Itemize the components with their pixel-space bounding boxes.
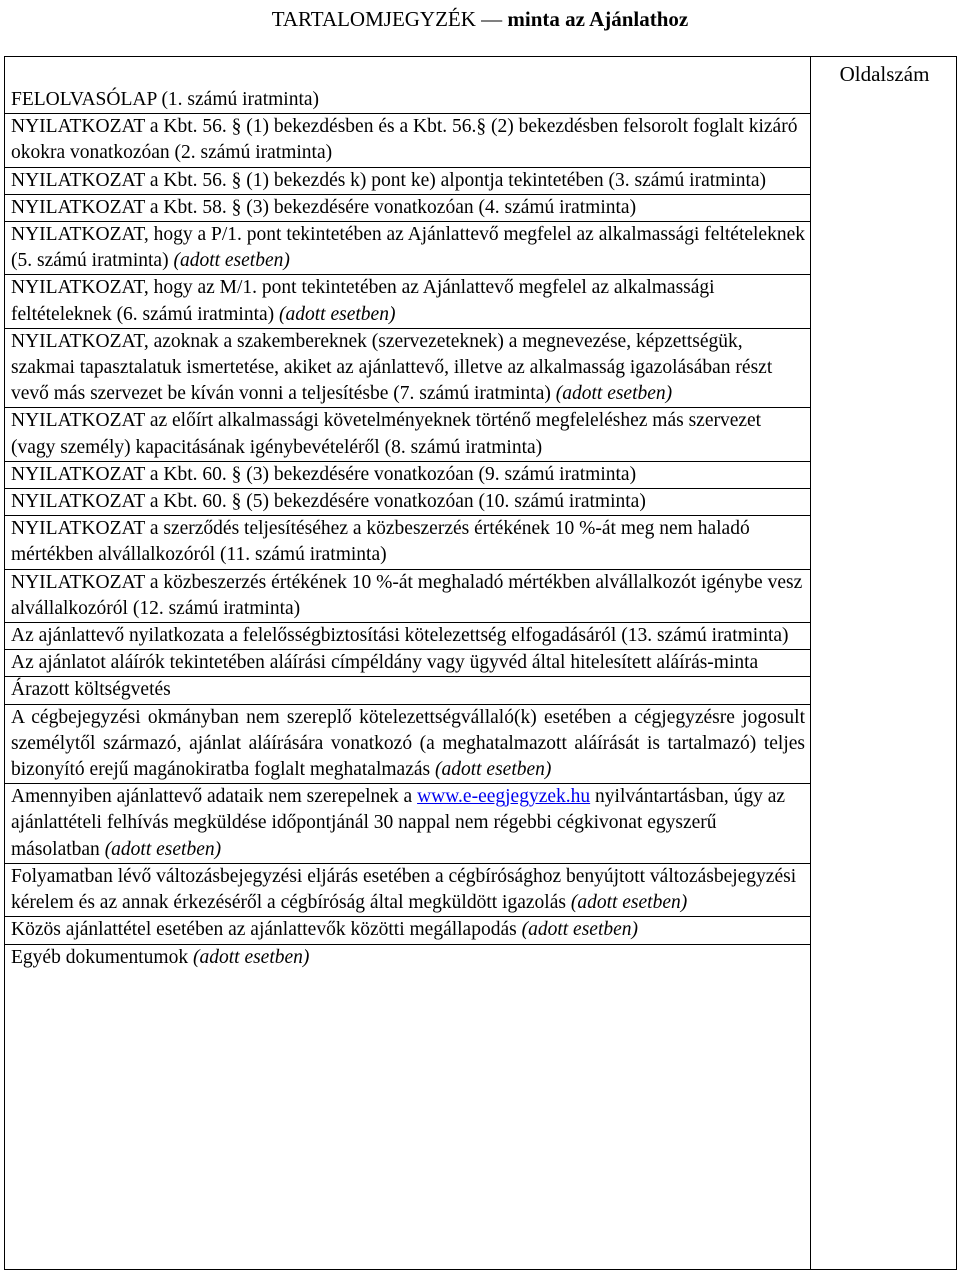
- title-bold: minta az Ajánlathoz: [507, 7, 689, 31]
- toc-table: [4, 56, 957, 1270]
- optional-note: (adott esetben): [99, 838, 222, 860]
- toc-entry: Az ajánlattevő nyilatkozata a felelősségbiztosítási kötelezettség elfogadásáról (13. számú iratminta): [5, 623, 811, 650]
- optional-note: (adott esetben): [516, 919, 639, 941]
- optional-note: (adott esetben): [565, 892, 688, 914]
- toc-entry: FELOLVASÓLAP (1. számú iratminta): [5, 87, 811, 114]
- optional-note: (adott esetben): [188, 946, 310, 968]
- toc-entry: NYILATKOZAT a Kbt. 56. § (1) bekezdés k) pont ke) alpontja tekintetében (3. számú iratminta): [5, 168, 811, 195]
- toc-entry: Az ajánlatot aláírók tekintetében aláírási címpéldány vagy ügyvéd által hitelesített aláírás-minta: [5, 650, 811, 677]
- title-main: TARTALOMJEGYZÉK —: [271, 7, 508, 31]
- toc-entries: [5, 87, 811, 971]
- toc-entry: NYILATKOZAT az előírt alkalmassági követelményeknek történő megfeleléshez más szervezet (vagy személy) kapacitásának igénybevételéről (8. számú iratminta): [5, 408, 811, 461]
- toc-entry: NYILATKOZAT a közbeszerzés értékének 10 %-át meghaladó mértékben alvállalkozót igénybe vesz alvállalkozóról (12. számú iratminta): [5, 570, 811, 623]
- toc-entry: NYILATKOZAT a szerződés teljesítéséhez a közbeszerzés értékének 10 %-át meg nem haladó mértékben alvállalkozóról (11. számú iratminta): [5, 516, 811, 569]
- toc-entry: Közös ajánlattétel esetében az ajánlattevők közötti megállapodás (adott esetben): [5, 917, 811, 944]
- toc-entry: NYILATKOZAT a Kbt. 60. § (5) bekezdésére vonatkozóan (10. számú iratminta): [5, 489, 811, 516]
- optional-note: (adott esetben): [430, 759, 552, 781]
- toc-entry: Folyamatban lévő változásbejegyzési eljárás esetében a cégbírósághoz benyújtott változásbejegyzési kérelem és az annak érkezéséről a cégbíróság által megküldött igazolás (adott esetben): [5, 864, 811, 917]
- toc-entry: NYILATKOZAT a Kbt. 60. § (3) bekezdésére vonatkozóan (9. számú iratminta): [5, 462, 811, 489]
- page-title: [0, 6, 960, 32]
- toc-entry: NYILATKOZAT, azoknak a szakembereknek (szervezeteknek) a megnevezése, képzettségük, szakmai tapasztalatuk ismertetése, akiket az ajánlattevő, illetve az alkalmasság igazolásában részt vevő más szervezet be kíván vonni a teljesítésbe (7. számú iratminta) (adott esetben): [5, 329, 811, 409]
- toc-entry: A cégbejegyzési okmányban nem szereplő kötelezettségvállaló(k) esetében a cégjegyzésre jogosult személytől származó, ajánlat aláírására vonatkozó (a meghatalmazott aláírását is tartalmazó) teljes bizonyító erejű magánokiratba foglalt meghatalmazás (adott esetben): [5, 705, 811, 785]
- optional-note: (adott esetben): [168, 250, 290, 272]
- toc-entry: NYILATKOZAT, hogy a P/1. pont tekintetében az Ajánlattevő megfelel az alkalmassági feltételeknek (5. számú iratminta) (adott esetben): [5, 222, 811, 275]
- toc-entry: Amennyiben ajánlattevő adataik nem szerepelnek a www.e-eegjegyzek.hu nyilvántartásban, úgy az ajánlattételi felhívás megküldése időpontjánál 30 nappal nem régebbi cégkivonat egyszerű másolatban (adott esetben): [5, 784, 811, 864]
- optional-note: (adott esetben): [550, 383, 673, 405]
- toc-entry: NYILATKOZAT a Kbt. 58. § (3) bekezdésére vonatkozóan (4. számú iratminta): [5, 195, 811, 222]
- optional-note: (adott esetben): [274, 303, 396, 325]
- toc-entry: NYILATKOZAT a Kbt. 56. § (1) bekezdésben és a Kbt. 56.§ (2) bekezdésben felsorolt foglalt kizáró okokra vonatkozóan (2. számú iratminta): [5, 114, 811, 167]
- company-registry-link[interactable]: www.e-eegjegyzek.hu: [417, 786, 591, 808]
- toc-entries-column: [5, 57, 811, 1269]
- toc-entry: NYILATKOZAT, hogy az M/1. pont tekintetében az Ajánlattevő megfelel az alkalmassági feltételeknek (6. számú iratminta) (adott esetben): [5, 275, 811, 328]
- toc-entry: Árazott költségvetés: [5, 677, 811, 704]
- page-number-header: Oldalszám: [839, 62, 930, 86]
- toc-entry: Egyéb dokumentumok (adott esetben): [11, 946, 310, 968]
